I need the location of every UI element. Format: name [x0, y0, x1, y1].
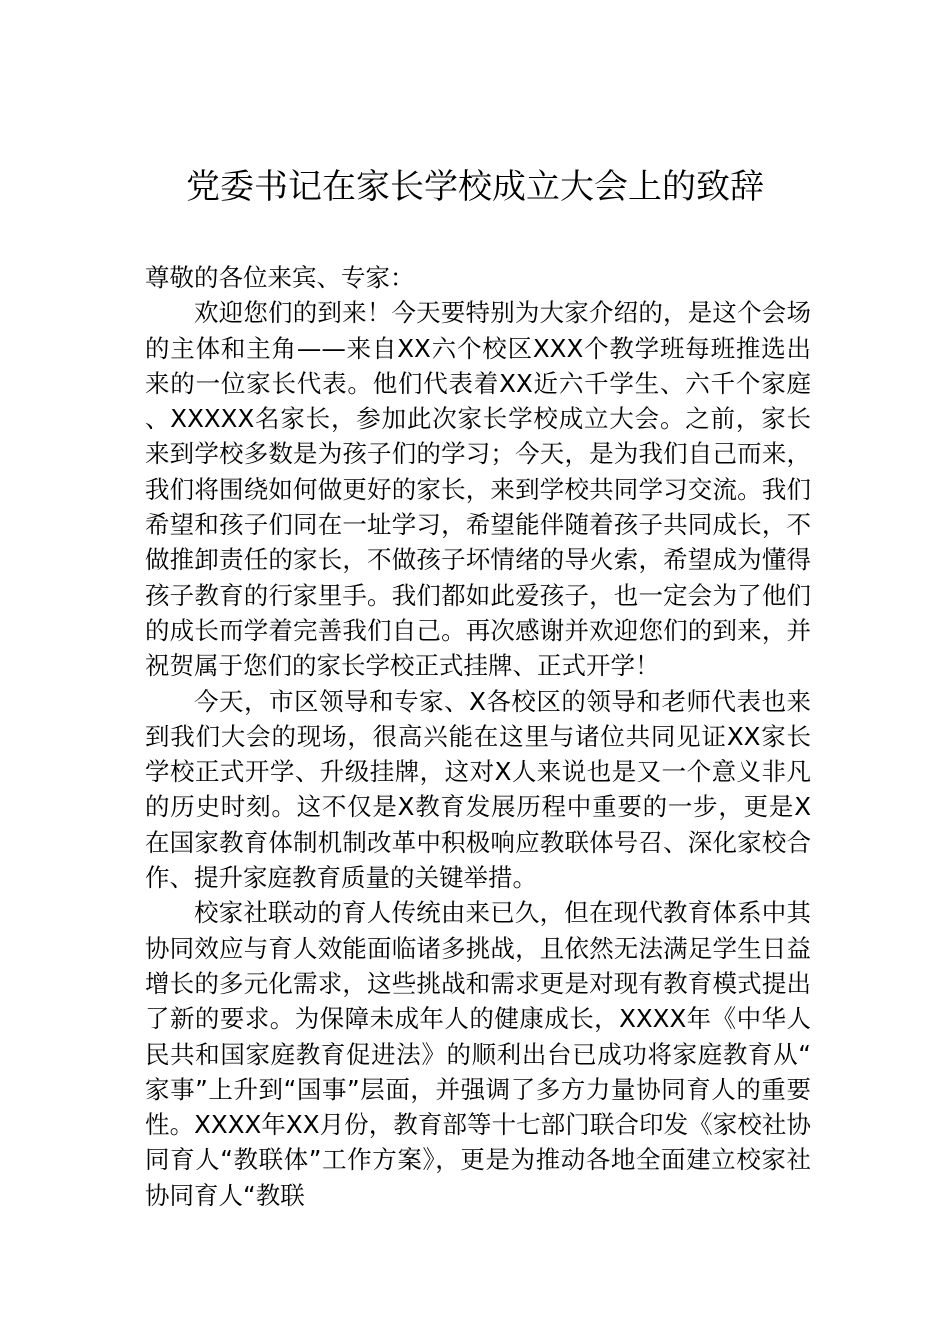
paragraph-welcome: 欢迎您们的到来！今天要特别为大家介绍的，是这个会场的主体和主角——来自XX六个校区XXX个教学班每班推选出来的一位家长代表。他们代表着XX近六千学生、六千个家庭、XXXXX名家长，参加此次家长学校成立大会。之前，家长来到学校多数是为孩子们的学习；今天，是为我们自己而来，我们将围绕如何做更好的家长，来到学校共同学习交流。我们希望和孩子们同在一址学习，希望能伴随着孩子共同成长，不做推卸责任的家长，不做孩子坏情绪的导火索，希望成为懂得孩子教育的行家里手。我们都如此爱孩子，也一定会为了他们的成长而学着完善我们自己。再次感谢并欢迎您们的到来，并祝贺属于您们的家长学校正式挂牌、正式开学！ — [145, 298, 811, 681]
paragraph-cooperation: 校家社联动的育人传统由来已久，但在现代教育体系中其协同效应与育人效能面临诸多挑战，且依然无法满足学生日益增长的多元化需求，这些挑战和需求更是对现有教育模式提出了新的要求。为保障未成年人的健康成长，XXXX年《中华人民共和国家庭教育促进法》的顺利出台已成功将家庭教育从“家事”上升到“国事”层面，并强调了多方力量协同育人的重要性。XXXX年XX月份，教育部等十七部门联合印发《家校社协同育人“教联体”工作方案》，更是为推动各地全面建立校家社协同育人“教联 — [145, 898, 811, 1210]
salutation: 尊敬的各位来宾、专家： — [145, 263, 415, 292]
paragraph-witness: 今天，市区领导和专家、X各校区的领导和老师代表也来到我们大会的现场，很高兴能在这里与诸位共同见证XX家长学校正式开学、升级挂牌，这对X人来说也是又一个意义非凡的历史时刻。这不仅是X教育发展历程中重要的一步，更是X在国家教育体制机制改革中积极响应教联体号召、深化家校合作、提升家庭教育质量的关键举措。 — [145, 686, 811, 893]
document-title: 党委书记在家长学校成立大会上的致辞 — [186, 167, 764, 207]
document-body — [145, 260, 811, 1213]
